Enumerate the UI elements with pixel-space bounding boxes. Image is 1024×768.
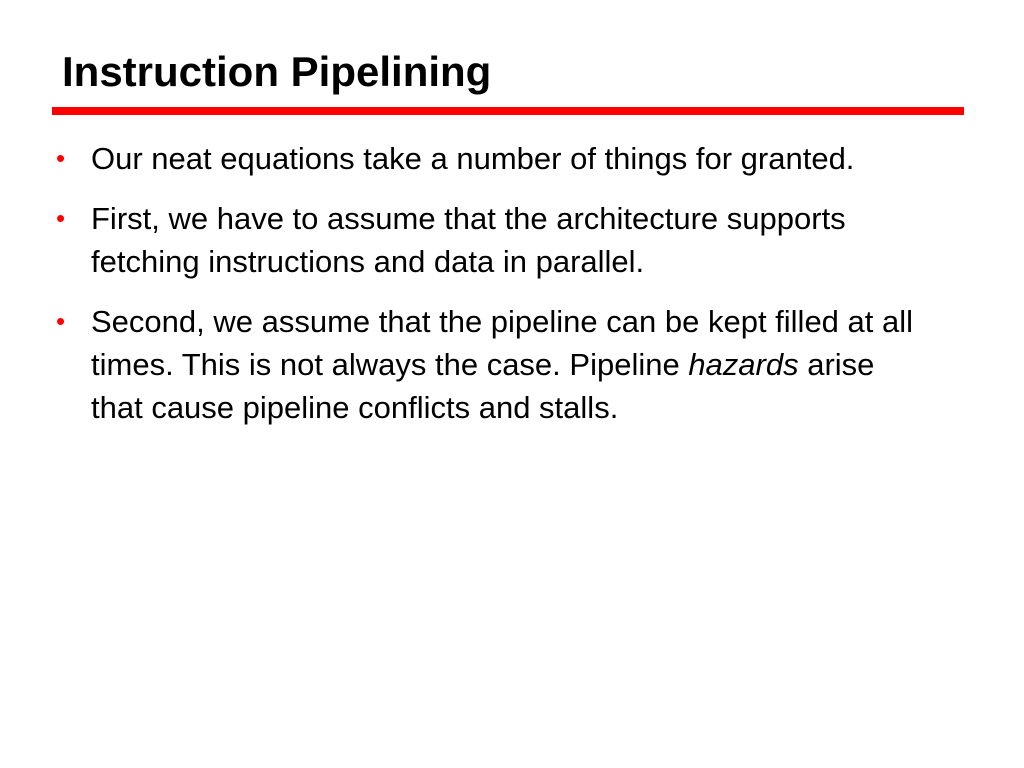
bullet-text: First, we have to assume that the architecture supports fetching instructions and data in parallel. xyxy=(91,201,846,279)
slide-title: Instruction Pipelining xyxy=(62,48,492,95)
bullet-text: Our neat equations take a number of things for granted. xyxy=(91,141,855,176)
bullet-text xyxy=(91,304,913,425)
bullet-icon: • xyxy=(56,203,66,233)
bullet-list xyxy=(52,137,932,446)
bullet-item xyxy=(52,300,932,429)
bullet-icon: • xyxy=(56,306,66,336)
bullet-text-start: Second, we assume that the pipeline can be kept filled at all times. This is not always the case. Pipeline xyxy=(91,304,914,382)
title-underline xyxy=(52,107,964,115)
bullet-text-end: arise that cause pipeline conflicts and stalls. xyxy=(91,347,875,425)
bullet-icon: • xyxy=(56,143,66,173)
bullet-item xyxy=(52,197,932,283)
bullet-item xyxy=(52,137,932,180)
hazards-emphasis: hazards xyxy=(688,347,799,382)
